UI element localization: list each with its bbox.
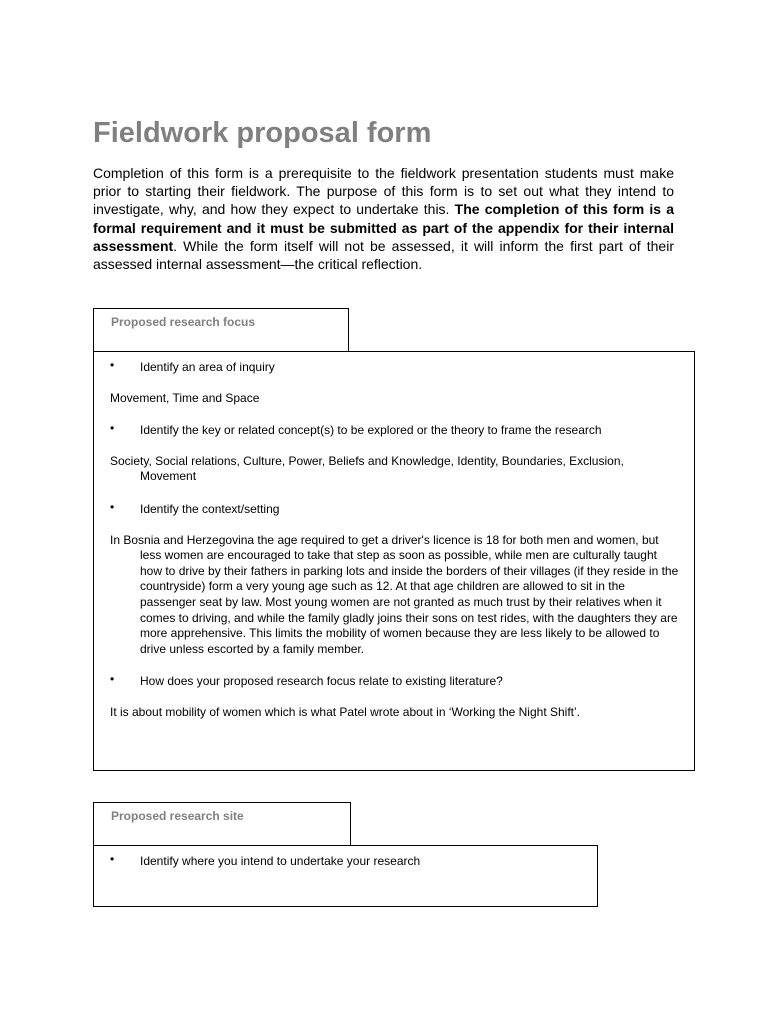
focus-answer-4: It is about mobility of women which is what Patel wrote about in ‘Working the Night Shift’.: [110, 704, 580, 719]
bullet-icon: •: [110, 421, 115, 436]
intro-text-1: Completion of this form is a prerequisite to the fieldwork presentation students must make prior to starting their fieldwork. The purpose of this form is to set out what they intend to investigate, why, and how they expect to undertake this.: [93, 165, 674, 218]
focus-bullet-2-text: Identify the key or related concept(s) to be explored or the theory to frame the research: [140, 423, 602, 438]
focus-answer-3: In Bosnia and Herzegovina the age required to get a driver's licence is 18 for both men and women, but less women are encouraged to take that step as soon as possible, while men are culturally taught how to drive by their fathers in parking lots and inside the borders of their villages (if they reside in the countryside) form a very young age such as 12. At that age children are allowed to sit in the passenger seat by law. Most young women are not granted as much trust by their relatives when it comes to driving, and while the family gladly joins their sons on test rides, with the daughters they are more apprehensive. This limits the mobility of women because they are less likely to be allowed to drive unless escorted by a family member.: [110, 532, 679, 656]
research-site-box: [93, 845, 598, 907]
site-bullet-1: [110, 854, 583, 870]
intro-text-2: . While the form itself will not be assessed, it will inform the first part of their assessed internal assessment—the critical reflection.: [93, 237, 674, 273]
research-site-tab: [93, 802, 351, 846]
research-focus-content: [110, 352, 680, 721]
bullet-icon: •: [110, 672, 115, 687]
research-focus-box: [93, 351, 695, 771]
focus-bullet-1-text: Identify an area of inquiry: [140, 360, 275, 374]
intro-paragraph: [93, 164, 674, 273]
focus-bullet-4: [110, 674, 680, 690]
focus-bullet-3: [110, 499, 680, 518]
intro-bold-text: The completion of this form is a formal requirement and it must be submitted as part of the appendix for their internal assessment: [93, 201, 675, 254]
bullet-icon: •: [110, 852, 115, 866]
research-focus-tab: [93, 308, 349, 352]
focus-answer-2: Society, Social relations, Culture, Power, Beliefs and Knowledge, Identity, Boundaries, Exclusion, Movement: [110, 453, 624, 484]
focus-bullet-2: [110, 423, 680, 439]
bullet-icon: •: [110, 358, 115, 372]
page-title: Fieldwork proposal form: [93, 117, 432, 149]
site-bullet-1-text: Identify where you intend to undertake your research: [140, 854, 421, 868]
focus-bullet-4-text: How does your proposed research focus relate to existing literature?: [140, 674, 503, 689]
focus-bullet-1: [110, 360, 680, 376]
focus-answer-1: Movement, Time and Space: [110, 390, 260, 405]
bullet-icon: •: [110, 499, 115, 514]
research-site-heading: Proposed research site: [111, 809, 244, 823]
focus-bullet-3-text: Identify the context/setting: [140, 501, 280, 516]
research-site-content: [110, 846, 583, 870]
research-focus-heading: Proposed research focus: [111, 315, 256, 329]
